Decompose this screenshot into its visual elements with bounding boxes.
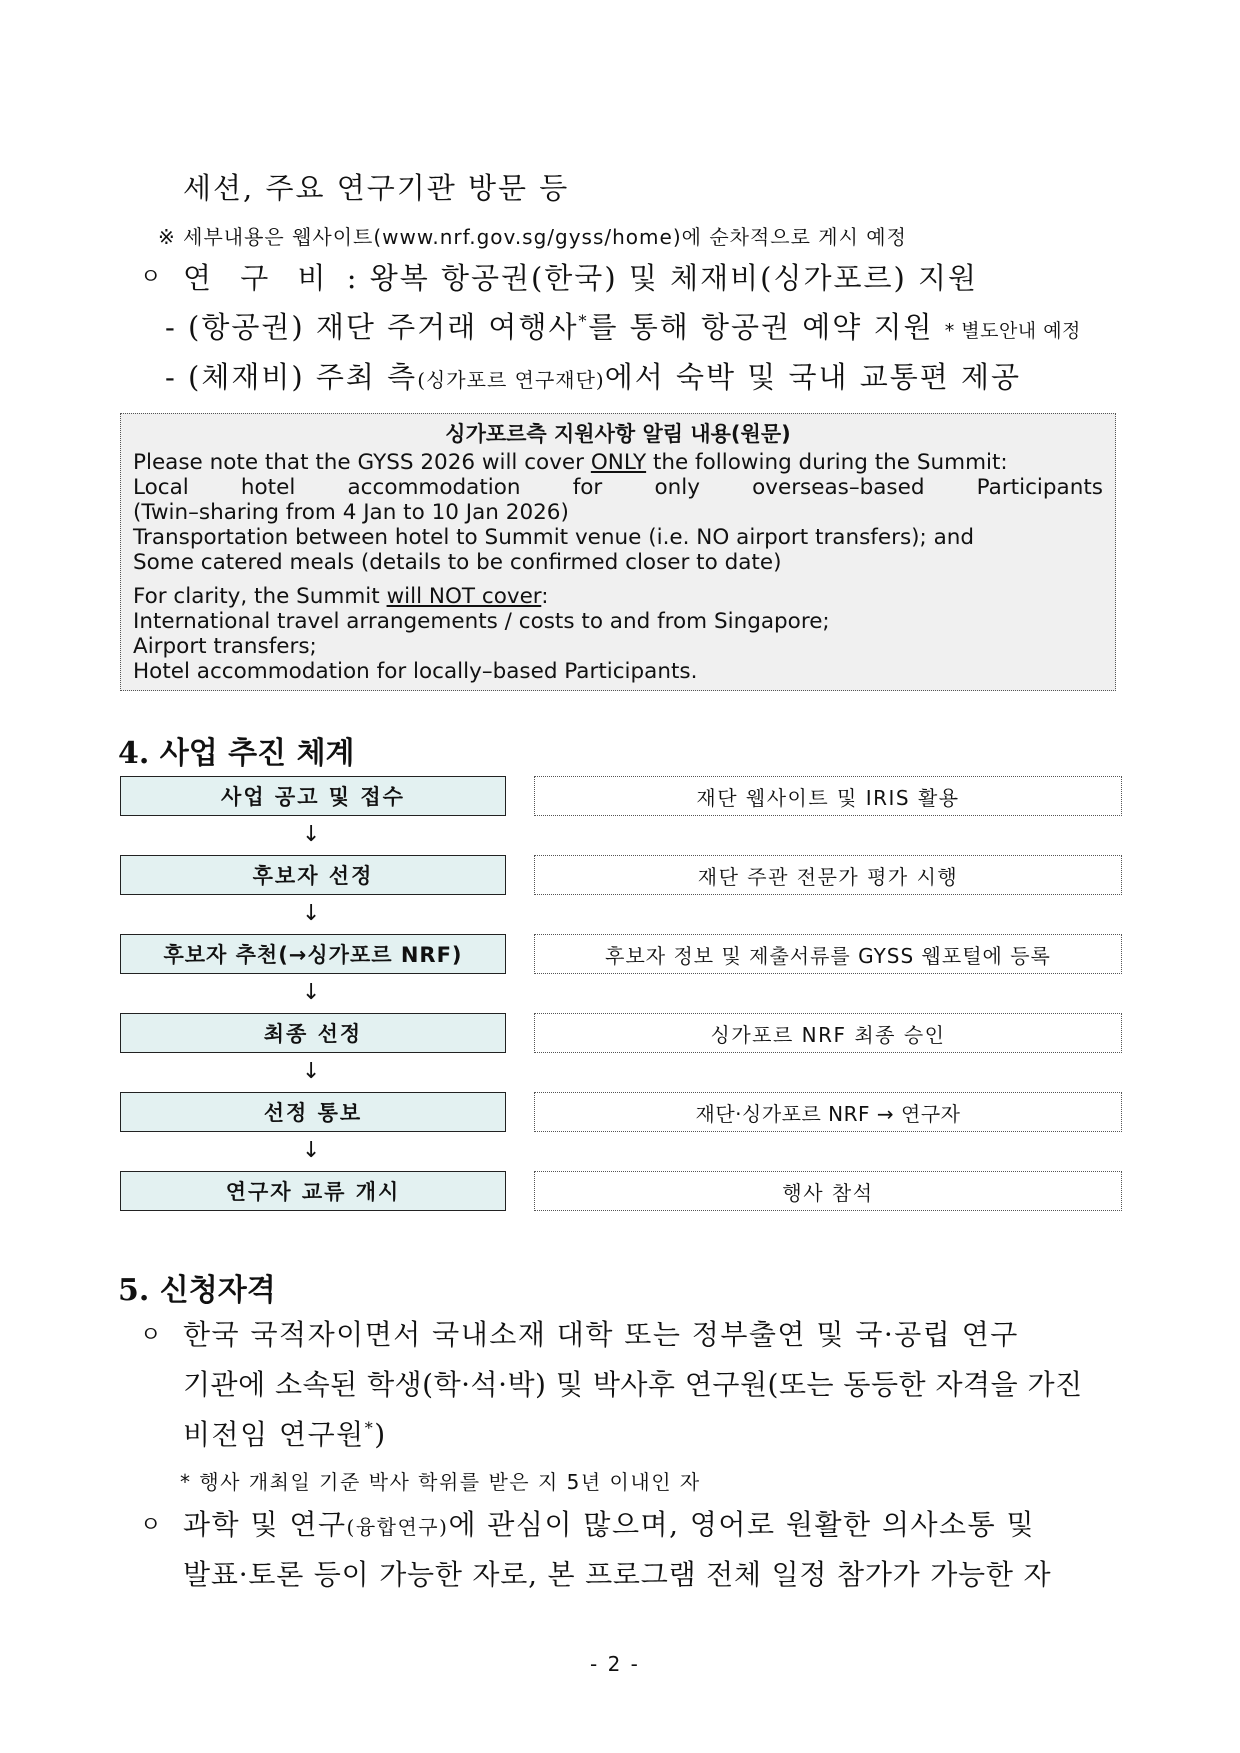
- eligibility-2-line-2: 발표·토론 등이 가능한 자로, 본 프로그램 전체 일정 참가가 가능한 자: [183, 1558, 1052, 1591]
- eligibility-close-paren: ): [374, 1418, 387, 1451]
- notice-line-7: International travel arrangements / costs to and from Singapore;: [133, 609, 830, 634]
- step-6-desc: 행사 참석: [534, 1171, 1122, 1211]
- step-2-desc: 재단 주관 전문가 평가 시행: [534, 855, 1122, 895]
- notice-line-6a: For clarity, the Summit: [133, 584, 387, 609]
- step-4-box: 최종 선정: [120, 1013, 506, 1053]
- note-mark: ※: [158, 225, 176, 249]
- notice-word: overseas–based: [752, 475, 925, 500]
- flight-line: [165, 305, 1081, 346]
- eligibility-2-small: (융합연구): [346, 1515, 449, 1539]
- step-1-desc: 재단 웹사이트 및 IRIS 활용: [534, 776, 1122, 816]
- flight-dash: -: [165, 310, 177, 344]
- eligibility-2-line-1: [183, 1503, 1035, 1543]
- step-2-box: 후보자 선정: [120, 855, 506, 895]
- notice-line-9: Hotel accommodation for locally–based Participants.: [133, 659, 698, 684]
- section-4-title: 4. 사업 추진 체계: [118, 736, 355, 771]
- flight-text: (항공권) 재단 주거래 여행사: [188, 310, 579, 344]
- notice-word: only: [654, 475, 700, 500]
- step-5-box: 선정 통보: [120, 1092, 506, 1132]
- stay-text2: 에서 숙박 및 국내 교통편 제공: [604, 360, 1021, 394]
- singapore-notice-box: [120, 413, 1116, 691]
- eligibility-2-text-a: 과학 및 연구: [183, 1508, 347, 1541]
- eligibility-1-line-1: 한국 국적자이면서 국내소재 대학 또는 정부출연 및 국·공립 연구: [183, 1318, 1019, 1351]
- eligibility-2-text-b: 에 관심이 많으며, 영어로 원활한 의사소통 및: [448, 1508, 1036, 1541]
- website-note: [158, 221, 907, 250]
- eligibility-note: * 행사 개최일 기준 박사 학위를 받은 지 5년 이내인 자: [180, 1470, 701, 1494]
- section-5-title: 5. 신청자격: [118, 1273, 276, 1308]
- cost-label: 연 구 비: [183, 261, 336, 295]
- step-1-box: 사업 공고 및 접수: [120, 776, 506, 816]
- flow-arrow: ↓: [302, 980, 321, 1005]
- notice-line-6b: :: [541, 584, 549, 609]
- notice-title: 싱가포르측 지원사항 알림 내용(원문): [445, 422, 791, 446]
- note-text: 세부내용은 웹사이트(www.nrf.gov.sg/gyss/home)에 순차적으로 게시 예정: [183, 225, 907, 249]
- flow-arrow: ↓: [302, 901, 321, 926]
- notice-only: ONLY: [590, 450, 647, 475]
- notice-line-1b: the following during the Summit:: [646, 450, 1008, 475]
- step-3-desc: 후보자 정보 및 제출서류를 GYSS 웹포털에 등록: [534, 934, 1122, 974]
- cost-line: [183, 256, 978, 297]
- notice-line-1a: Please note that the GYSS 2026 will cover: [133, 450, 591, 475]
- stay-line: [165, 355, 1021, 396]
- notice-line-1: [133, 450, 1008, 475]
- stay-small: (싱가포르 연구재단): [417, 368, 605, 392]
- step-5-desc: 재단·싱가포르 NRF → 연구자: [534, 1092, 1122, 1132]
- flight-note: * 별도안내 예정: [944, 320, 1081, 342]
- flight-text2: 를 통해 항공권 예약 지원: [588, 310, 934, 344]
- bullet-glyph: ㅇ: [140, 1323, 162, 1348]
- notice-word: Participants: [976, 475, 1103, 500]
- notice-line-4: Transportation between hotel to Summit venue (i.e. NO airport transfers); and: [133, 525, 975, 550]
- notice-word: for: [572, 475, 603, 500]
- eligibility-1-line-3-text: 비전임 연구원: [183, 1418, 365, 1451]
- step-6-box: 연구자 교류 개시: [120, 1171, 506, 1211]
- flight-star: *: [578, 311, 589, 331]
- notice-will-not-cover: will NOT cover: [386, 584, 542, 609]
- flow-arrow: ↓: [302, 1059, 321, 1084]
- step-4-desc: 싱가포르 NRF 최종 승인: [534, 1013, 1122, 1053]
- eligibility-1-line-2: 기관에 소속된 학생(학·석·박) 및 박사후 연구원(또는 동등한 자격을 가진: [183, 1368, 1083, 1401]
- eligibility-star: *: [364, 1418, 375, 1438]
- notice-line-6: [133, 584, 549, 609]
- stay-dash: -: [165, 360, 177, 394]
- notice-line-5: Some catered meals (details to be confirmed closer to date): [133, 550, 782, 575]
- flow-arrow: ↓: [302, 1138, 321, 1163]
- notice-line-8: Airport transfers;: [133, 634, 317, 659]
- notice-line-3: (Twin–sharing from 4 Jan to 10 Jan 2026): [133, 500, 569, 525]
- bullet-glyph: ㅇ: [140, 1513, 162, 1538]
- notice-word: Local: [133, 475, 189, 500]
- stay-text1: (체재비) 주최 측: [188, 360, 418, 394]
- bullet-glyph: ㅇ: [140, 265, 162, 290]
- continuation-line: 세션, 주요 연구기관 방문 등: [183, 171, 570, 205]
- step-3-box: 후보자 추천(→싱가포르 NRF): [120, 934, 506, 974]
- cost-text: : 왕복 항공권(한국) 및 체재비(싱가포르) 지원: [346, 261, 979, 295]
- cost-bullet: [140, 260, 161, 291]
- page-number: - 2 -: [590, 1652, 640, 1676]
- notice-word: accommodation: [347, 475, 521, 500]
- flow-arrow: ↓: [302, 822, 321, 847]
- notice-line-2: [133, 475, 1103, 500]
- notice-word: hotel: [240, 475, 296, 500]
- eligibility-1-line-3: [183, 1413, 387, 1453]
